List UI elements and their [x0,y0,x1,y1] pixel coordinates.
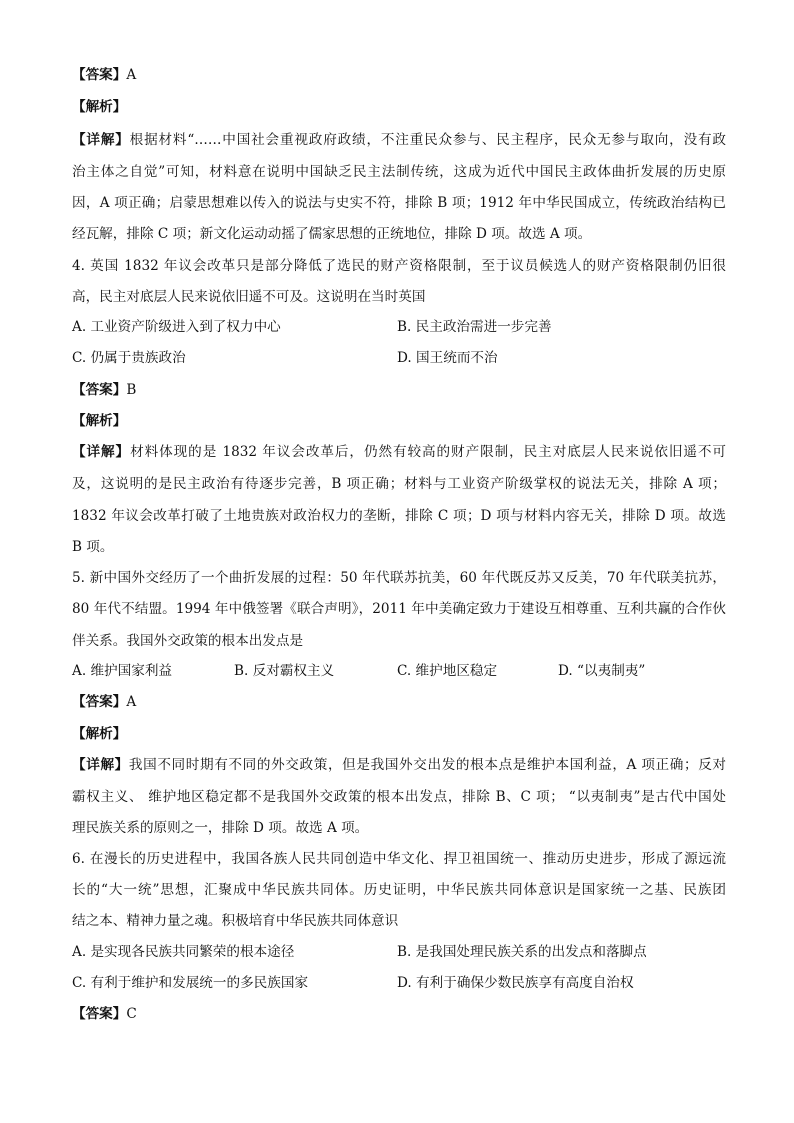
q5-option-c: C. 维护地区稳定 [397,663,498,679]
q6-stem: 6. 在漫长的历史进程中，我国各族人民共同创造中华文化、捍卫祖国统一、推动历史进步，形成了源远流 [72,851,726,867]
q5-option-d: D. “以夷制夷” [558,663,646,679]
q4-stem: 4. 英国 1832 年议会改革只是部分降低了选民的财产资格限制，至于议员候选人的财产资格限制仍旧很 [72,258,726,274]
q6-option-d: D. 有利于确保少数民族享有高度自治权 [397,975,634,991]
q6-option-b: B. 是我国处理民族关系的出发点和落脚点 [397,944,647,960]
q5-stem: 80 年代不结盟。1994 年中俄签署《联合声明》，2011 年中美确定致力于建设互相尊重、互利共赢的合作伙 [72,601,726,617]
q4-stem: 高，民主对底层人民来说依旧遥不可及。这说明在当时英国 [72,289,426,305]
q6-stem: 结之本、精神力量之魂。积极培育中华民族共同体意识 [72,913,399,929]
answer-label: 【答案】 [72,67,127,83]
detail-line: 治主体之自觉”可知，材料意在说明中国缺乏民主法制传统，这成为近代中国民主政体曲折发展的历史原 [72,164,726,180]
q5-analysis-label: 【解析】 [72,726,127,742]
q4-option-c: C. 仍属于贵族政治 [72,350,186,366]
q4-option-b: B. 民主政治需进一步完善 [397,319,552,335]
q4-option-d: D. 国王统而不治 [397,350,498,366]
q4-analysis-label: 【解析】 [72,413,127,429]
q4-answer: 【答案】B [72,382,137,398]
q6-option-c: C. 有利于维护和发展统一的多民族国家 [72,975,309,991]
q5-detail: 霸权主义、 维护地区稳定都不是我国外交政策的根本出发点，排除 B、C 项； “以夷制夷”是古代中国处 [72,789,726,805]
detail-line: 因，A 项正确；启蒙思想难以传入的说法与史实不符，排除 B 项；1912 年中华民国成立，传统政治结构已 [72,195,726,211]
detail-line: 经瓦解，排除 C 项；新文化运动动摇了儒家思想的正统地位，排除 D 项。故选 A 项。 [72,226,592,242]
detail-line: 【详解】根据材料“……中国社会重视政府政绩，不注重民众参与、民主程序，民众无参与取向，没有政 [72,132,726,148]
q4-detail: B 项。 [72,539,114,555]
q4-detail: 【详解】材料体现的是 1832 年议会改革后，仍然有较高的财产限制，民主对底层人民来说依旧遥不可 [72,444,726,460]
q4-detail: 1832 年议会改革打破了土地贵族对政治权力的垄断，排除 C 项；D 项与材料内容无关，排除 D 项。故选 [72,508,726,524]
q6-stem: 长的“大一统”思想，汇聚成中华民族共同体。历史证明，中华民族共同体意识是国家统一之基、民族团 [72,882,726,898]
q5-option-b: B. 反对霸权主义 [234,663,335,679]
q5-answer: 【答案】A [72,694,137,710]
q5-stem: 5. 新中国外交经历了一个曲折发展的过程：50 年代联苏抗美，60 年代既反苏又反美，70 年代联美抗苏， [72,570,726,586]
q5-stem: 伴关系。我国外交政策的根本出发点是 [72,633,304,649]
q5-detail: 【详解】我国不同时期有不同的外交政策，但是我国外交出发的根本点是维护本国利益，A 项正确；反对 [72,757,726,773]
answer-line-3 [72,65,726,85]
analysis-label-3: 【解析】 [72,99,127,115]
q6-option-a: A. 是实现各民族共同繁荣的根本途径 [72,944,295,960]
q5-option-a: A. 维护国家利益 [72,663,173,679]
q4-detail: 及，这说明的是民主政治有待逐步完善，B 项正确；材料与工业资产阶级掌权的说法无关，排除 A 项； [72,476,726,492]
answer-value: A [126,67,137,83]
q6-answer: 【答案】C [72,1006,137,1022]
q4-option-a: A. 工业资产阶级进入到了权力中心 [72,319,281,335]
q5-detail: 理民族关系的原则之一，排除 D 项。故选 A 项。 [72,820,369,836]
